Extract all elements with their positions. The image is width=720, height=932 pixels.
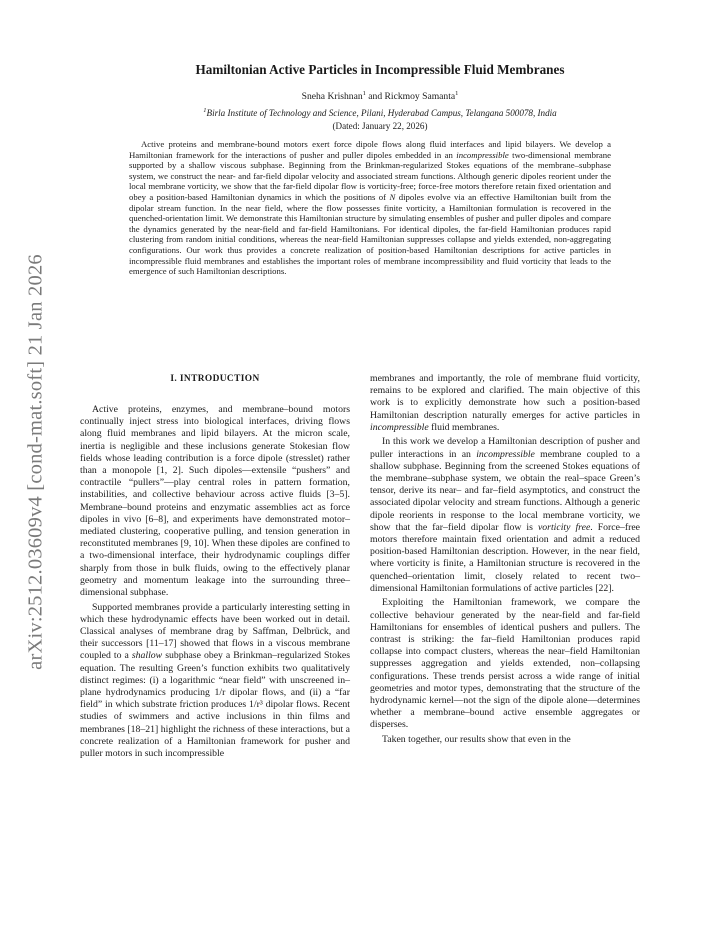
paragraph bbox=[370, 436, 640, 595]
author-name: Sneha Krishnan bbox=[301, 91, 363, 102]
paragraph: Exploiting the Hamiltonian framework, we compare the collective behaviour generated by the near-field and far-field Hamiltonians for ensembles of identical pushers and pullers. The contrast is striking: the far–field Hamiltonian produces rapid collapse into compact clusters, whereas the near–field Hamiltonian suppresses aggregation and yields extended, non–collapsing configurations. These trends persist across a wide range of initial geometries and motor types, demonstrating that the structure of the hydrodynamic kernel—not the sign of the dipole alone—determines whether a membrane–bound active ensemble aggregates or disperses. bbox=[370, 597, 640, 731]
paragraph-text: Supported membranes provide a particularly interesting setting in which these hydrodynamic effects have been worked out in detail. Classical analyses of membrane drag by Saffman, Delbrück, and their successors [11–17] showed that flows in a viscous membrane coupled to a bbox=[80, 601, 350, 662]
abstract-text: Active proteins and membrane-bound motors exert force dipole flows along fluid interfaces and lipid bilayers. We develop a Hamiltonian framework for the interactions of pusher and puller dipoles embedded in an bbox=[129, 139, 611, 160]
abstract-emphasis: incompressible bbox=[456, 149, 509, 160]
emphasis: incompressible bbox=[476, 448, 535, 460]
arxiv-identifier-stamp bbox=[22, 232, 50, 692]
abstract-text: two-dimensional membrane supported by a shallow viscous subphase. Beginning from the Brinkman-regularized Stokes equations of the membrane–subphase system, we construct the near- and far-field dipolar velocity and associated stream functions. Although generic dipoles reorient under the local membrane vorticity, we show that the far-field dipolar flow is vorticity-free; force-free motors therefore retain fixed orientation and obey a position-based Hamiltonian dynamics in which the positions of bbox=[129, 149, 611, 202]
affiliation-mark: 1 bbox=[455, 90, 459, 97]
paragraph-text: fluid membranes. bbox=[428, 421, 500, 433]
paragraph-text: subphase obey a Brinkman–regularized Stokes equation. The resulting Green’s function exhibits two qualitatively distinct regimes: (i) a logarithmic “near field” with unscreened in–plane hydrodynamics producing 1/r dipolar flows, and (ii) a “far field” in which substrate friction produces 1/r³ dipolar flows. Recent studies of swimmers and active inclusions in thin films and membranes [18–21] highlight the richness of these interactions, but a concrete realization of a Hamiltonian framework for pusher and puller motors in such incompressible bbox=[80, 650, 350, 760]
affiliation bbox=[80, 108, 680, 118]
emphasis: incompressible bbox=[370, 421, 429, 433]
date-line: (Dated: January 22, 2026) bbox=[332, 121, 428, 131]
abstract bbox=[129, 139, 611, 277]
author-name: Rickmoy Samanta bbox=[384, 91, 456, 102]
section-heading-introduction: I. INTRODUCTION bbox=[170, 374, 260, 384]
right-column bbox=[370, 373, 640, 749]
paragraph: Active proteins, enzymes, and membrane–bound motors continually inject stress into biological interfaces, driving flows along fluid membranes and lipid bilayers. At the micron scale, inertia is negligible and these inclusions generate Stokesian flow fields whose leading contribution is a force dipole (stresslet) rather than a monopole [1, 2]. Such dipoles—extensile “pushers” and contractile “pullers”—play central roles in pattern formation, instabilities, and collective behaviour across active fluids [3–5]. Membrane–bound proteins and enzymatic assemblies act as force dipoles in vivo [6–8], and experiments have demonstrated motor–mediated clustering, cooperative pulling, and tension generation in reconstituted membranes [9, 10]. When these dipoles are confined to a two-dimensional interface, their hydrodynamic couplings differ sharply from those in bulk fluids, owing to the effectively planar geometry and momentum leakage into the surrounding three–dimensional subphase. bbox=[80, 404, 350, 599]
author-conjunction: and bbox=[365, 91, 385, 102]
author-list bbox=[80, 91, 680, 102]
paragraph bbox=[80, 602, 350, 761]
left-column bbox=[80, 404, 350, 763]
paragraph-text: In this work we develop a Hamiltonian description of pusher and puller interactions in an bbox=[370, 436, 640, 460]
paragraph: Taken together, our results show that even in the bbox=[382, 734, 571, 746]
affiliation-mark: 1 bbox=[203, 107, 207, 114]
paragraph-text: membranes and importantly, the role of membrane fluid vorticity, remains to be explored and clarified. The main objective of this work is to explicitly demonstrate how such a position-based Hamiltonian description naturally emerges for active particles in bbox=[370, 373, 640, 421]
abstract-text: dipoles evolve via an effective Hamiltonian built from the dipolar stream function. In the near field, where the flow possesses finite vorticity, a Hamiltonian formulation is recovered in the quenched-orientation limit. We demonstrate this Hamiltonian structure by simulating ensembles of pusher and puller dipoles and compare the dynamics generated by the near-field and far-field Hamiltonians. For identical dipoles, the far-field Hamiltonian produces rapid clustering from random initial conditions, whereas the near-field Hamiltonian suppresses collapse and yields extended, non-aggregating configurations. Our work thus provides a concrete realization of position-based Hamiltonian descriptions for active particles in incompressible fluid membranes and establishes the important roles of membrane incompressibility and fluid vorticity that leads to the emergence of such Hamiltonian descriptions. bbox=[129, 191, 611, 277]
arxiv-identifier-text: arXiv:2512.03609v4 [cond-mat.soft] 21 Jan 2026 bbox=[24, 254, 47, 670]
affiliation-text: Birla Institute of Technology and Science, Pilani, Hyderabad Campus, Telangana 500078, India bbox=[206, 108, 557, 118]
abstract-math: N bbox=[389, 191, 396, 202]
emphasis: vorticity free bbox=[537, 521, 591, 533]
paragraph-text: . Force–free motors therefore maintain fixed orientation and admit a reduced position-based Hamiltonian description. However, in the near field, where vorticity is finite, a Hamiltonian structure is recovered in the quenched–orientation limit, closely related to recent two–dimensional Hamiltonian formulations of active particles [22]. bbox=[370, 521, 640, 594]
affiliation-mark: 1 bbox=[362, 90, 366, 97]
paragraph-continued bbox=[370, 373, 640, 434]
paper-title: Hamiltonian Active Particles in Incompressible Fluid Membranes bbox=[195, 62, 565, 77]
emphasis: shallow bbox=[131, 650, 163, 662]
paragraph-text: membrane coupled to a shallow subphase. Beginning from the screened Stokes equations of the membrane–subphase system, we obtain the real–space Green’s tensor, derive its near– and far–field asymptotics, and construct the associated dipolar velocity and stream functions. Although a generic dipole reorients in response to the local membrane vorticity, we show that the far–field dipolar flow is bbox=[370, 448, 640, 533]
